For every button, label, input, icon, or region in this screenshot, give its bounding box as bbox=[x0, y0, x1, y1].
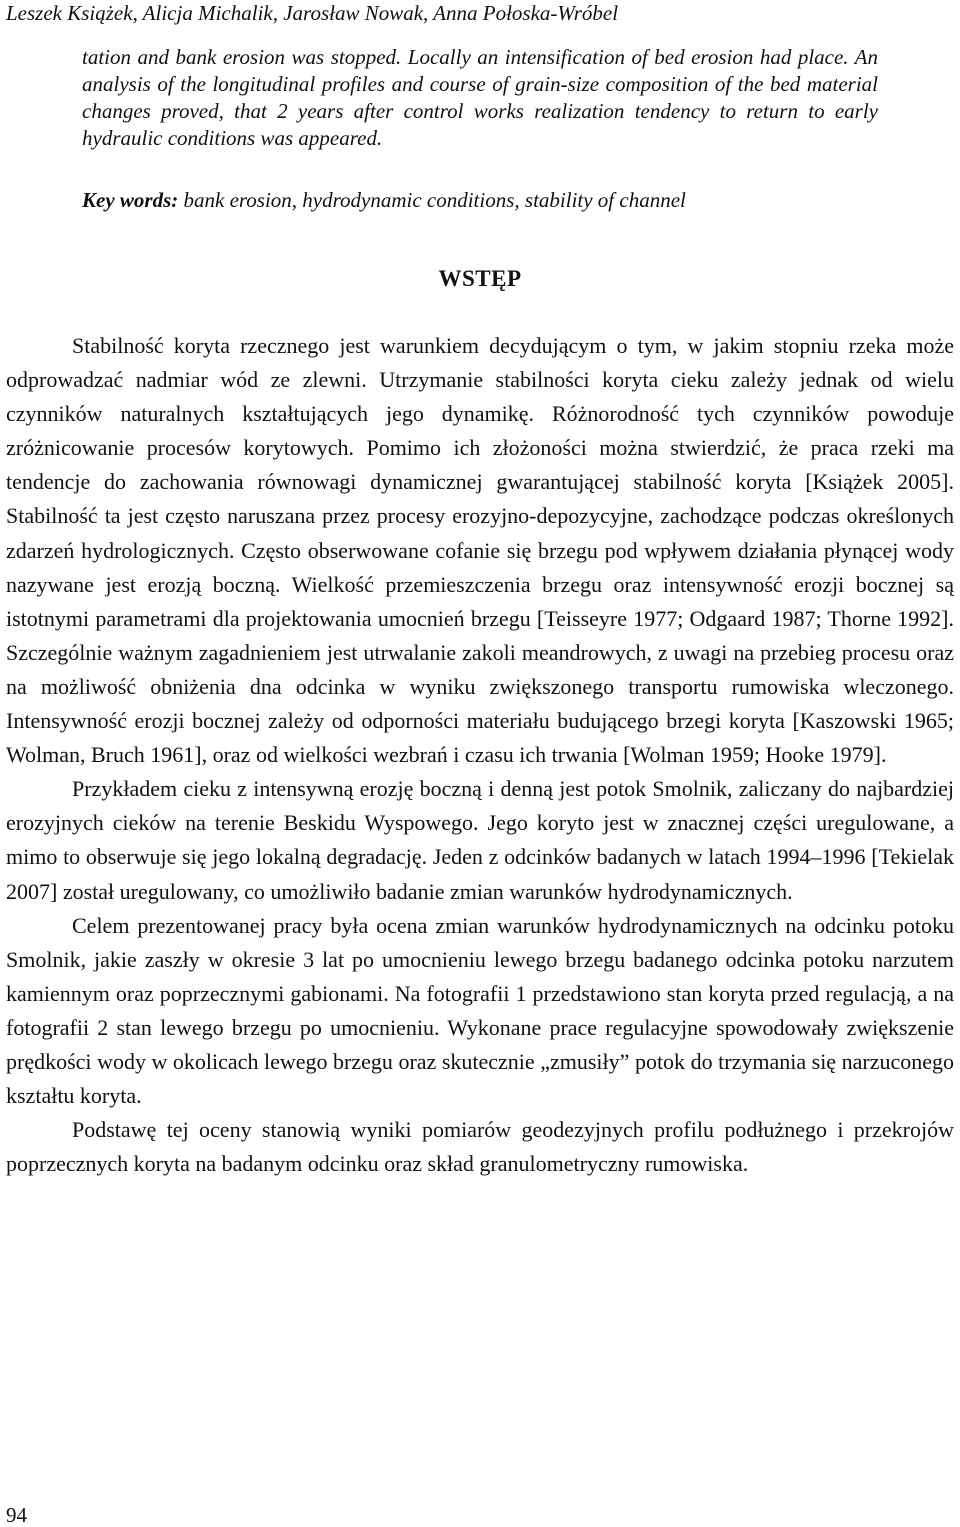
abstract-text: tation and bank erosion was stopped. Locally an intensification of bed erosion had place. An analysis of the longitudinal profiles and course of grain-size composition of the bed material changes proved, that 2 years after control works realization tendency to return to early hydraulic conditions was appeared. bbox=[82, 45, 878, 150]
running-header-authors: Leszek Książek, Alicja Michalik, Jarosław Nowak, Anna Połoska-Wróbel bbox=[6, 1, 619, 25]
keywords-line bbox=[82, 187, 878, 214]
keywords-text: bank erosion, hydrodynamic conditions, stability of channel bbox=[178, 188, 686, 212]
section-title: WSTĘP bbox=[438, 266, 522, 291]
paragraph: Celem prezentowanej pracy była ocena zmian warunków hydrodynamicznych na odcinku potoku Smolnik, jakie zaszły w okresie 3 lat po umocnieniu lewego brzegu badanego odcinka potoku narzutem kamiennym oraz poprzecznymi gabionami. Na fotografii 1 przedstawiono stan koryta przed regulacją, a na fotografii 2 stan lewego brzegu po umocnieniu. Wykonane prace regulacyjne spowodowały zwiększenie prędkości wody w okolicach lewego brzegu oraz skutecznie „zmusiły” potok do trzymania się narzuconego kształtu koryta. bbox=[6, 912, 954, 1109]
body-text bbox=[6, 329, 954, 1181]
paragraph: Przykładem cieku z intensywną erozję boczną i denną jest potok Smolnik, zaliczany do najbardziej erozyjnych cieków na terenie Beskidu Wyspowego. Jego koryto jest w znacznej części uregulowane, a mimo to obserwuje się jego lokalną degradację. Jeden z odcinków badanych w latach 1994–1996 [Tekielak 2007] został uregulowany, co umożliwiło badanie zmian warunków hydrodynamicznych. bbox=[6, 776, 954, 904]
keywords-label: Key words: bbox=[82, 188, 179, 212]
paragraph: Stabilność koryta rzecznego jest warunkiem decydującym o tym, w jakim stopniu rzeka może odprowadzać nadmiar wód ze zlewni. Utrzymanie stabilności koryta cieku zależy jednak od wielu czynników naturalnych kształtujących jego dynamikę. Różnorodność tych czynników powoduje zróżnicowanie procesów korytowych. Pomimo ich złożoności można stwierdzić, że praca rzeki ma tendencje do zachowania równowagi dynamicznej gwarantującej stabilność koryta [Książek 2005]. Stabilność ta jest często naruszana przez procesy erozyjno-depozycyjne, zachodzące podczas określonych zdarzeń hydrologicznych. Często obserwowane cofanie się brzegu pod wpływem działania płynącej wody nazywane jest erozją boczną. Wielkość przemieszczenia brzegu oraz intensywność erozji bocznej są istotnymi parametrami dla projektowania umocnień brzegu [Teisseyre 1977; Odgaard 1987; Thorne 1992]. Szczególnie ważnym zagadnieniem jest utrwalanie zakoli meandrowych, z uwagi na przebieg procesu oraz na możliwość obniżenia dna odcinka w wyniku zwiększonego transportu rumowiska wleczonego. Intensywność erozji bocznej zależy od odporności materiału budującego brzegi koryta [Kaszowski 1965; Wolman, Bruch 1961], oraz od wielkości wezbrań i czasu ich trwania [Wolman 1959; Hooke 1979]. bbox=[6, 333, 954, 768]
paragraph: Podstawę tej oceny stanowią wyniki pomiarów geodezyjnych profilu podłużnego i przekrojów poprzecznych koryta na badanym odcinku oraz skład granulometryczny rumowiska. bbox=[6, 1117, 954, 1177]
page-number: 94 bbox=[6, 1503, 27, 1527]
